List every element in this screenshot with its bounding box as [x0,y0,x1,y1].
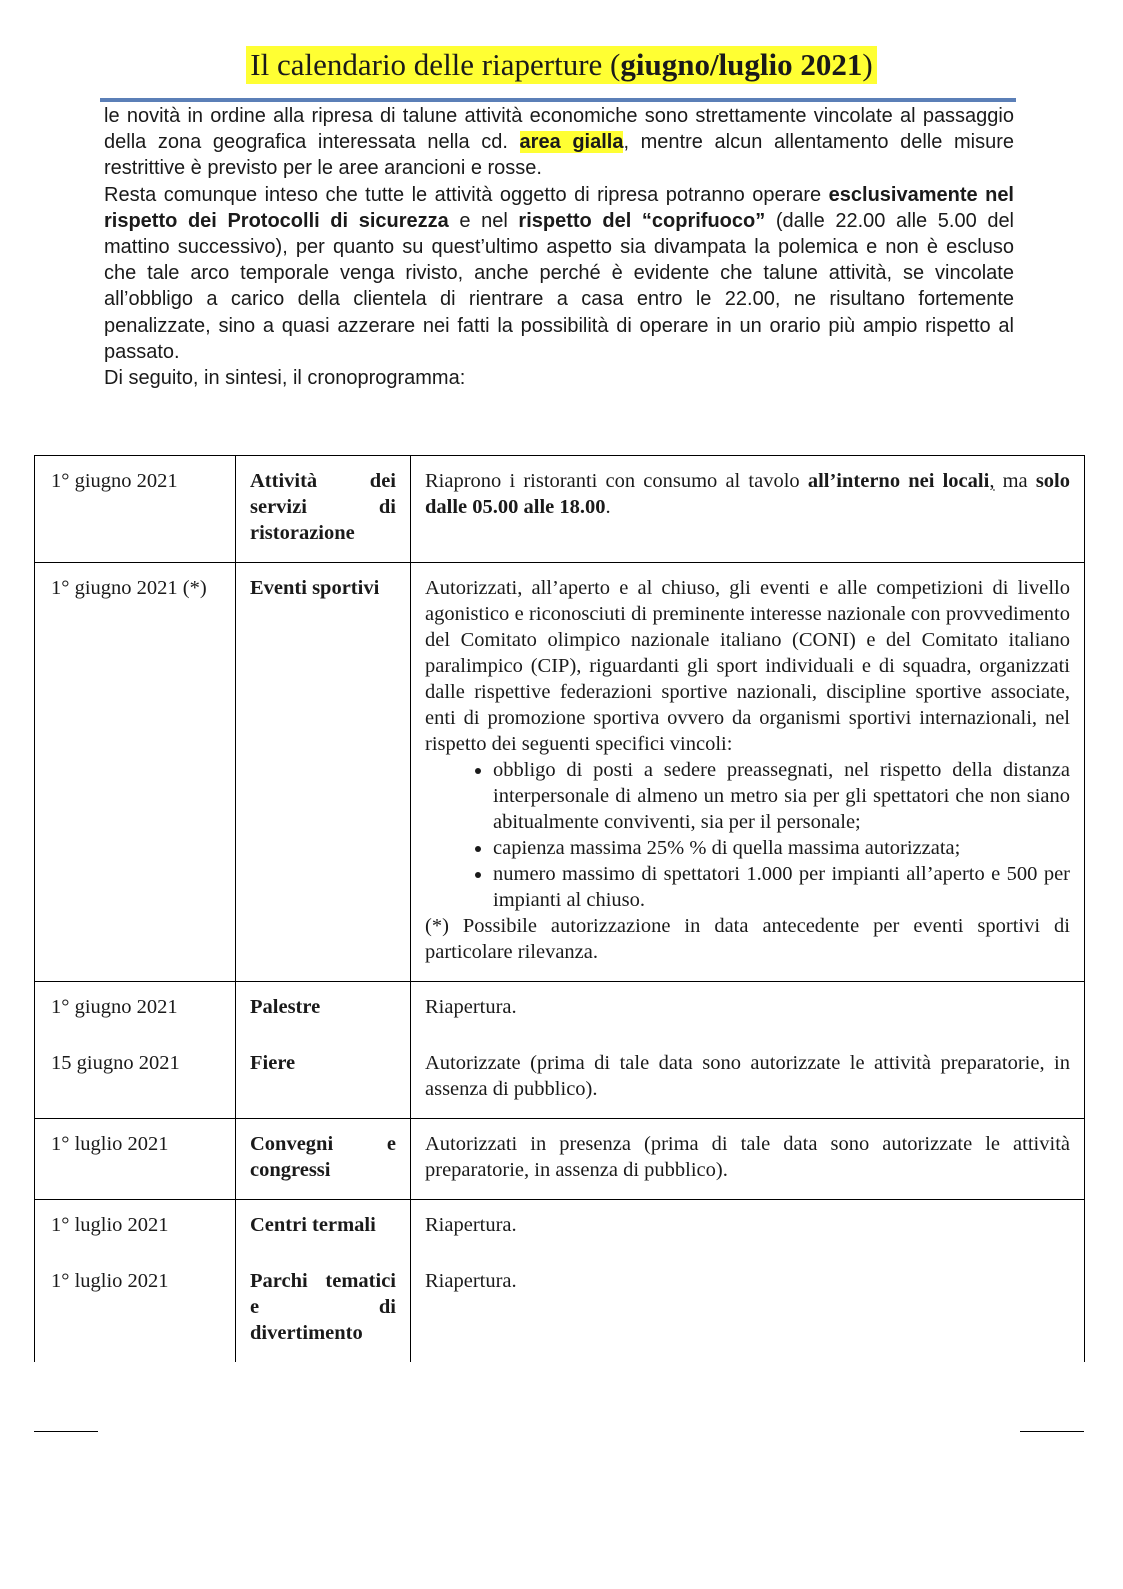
r2-bullet-list [425,757,1070,913]
r1-desc-b: ma [994,470,1036,492]
table-row [35,982,1085,1119]
r2-footnote: (*) Possibile autorizzazione in data antecedente per eventi sportivi di particolare rilevanza. [425,915,1070,963]
r1-desc-bold-orario: solo dalle 05.00 alle 18.00 [425,470,1071,518]
date-cell [35,1200,236,1363]
r1-desc-a: Riaprono i ristoranti con consumo al tavolo [425,470,808,492]
intro-paragraph-2 [104,182,1014,365]
table-row [35,1200,1085,1363]
title-prefix: Il calendario delle riaperture ( [250,47,621,82]
intro-paragraph-1 [104,103,1014,182]
intro-p2-bold-protocolli: esclusivamente nel rispetto dei Protocolli di sicurezza [104,183,1014,232]
date-parchi-tematici: 1° luglio 2021 [51,1270,169,1292]
activity-cell [236,1200,411,1363]
table-row [35,563,1085,982]
row-spacer [425,1238,1070,1268]
row-spacer [51,1020,221,1050]
intro-p1-text-a: le novità in ordine alla ripresa di talune attività economiche sono strettamente vincolate al passaggio della zona geografica interessata nella cd. [104,105,1014,154]
title-rule [100,98,1016,102]
page-title [246,46,876,84]
description-cell [411,563,1085,982]
intro-p1-text-b: , mentre alcun allentamento delle misure restrittive è previsto per le aree arancioni e rosse. [104,131,1014,180]
table-bottom-rule-right [1020,1431,1084,1432]
row-spacer [250,1238,396,1268]
desc-centri-termali: Riapertura. [425,1214,517,1236]
intro-p2-text-c: (dalle 22.00 alle 5.00 del mattino successivo), per quanto su quest’ultimo aspetto sia divampata la polemica e non è escluso che tale arco temporale venga rivisto, anche perché è evidente che talune attività, se vincolate all’obbligo a carico della clientela di rientrare a casa entro le 22.00, ne risultano fortemente penalizzate, sino a quasi azzerare nei fatti la possibilità di operare in un orario più ampio rispetto al passato. [104,209,1015,363]
activity-parchi-tematici: Parchi tematici e di divertimento [250,1270,396,1344]
intro-p2-bold-coprifuoco: rispetto del “coprifuoco” [518,209,766,232]
date-palestre: 1° giugno 2021 [51,996,178,1018]
activity-cell [236,982,411,1119]
r2-desc-text: Autorizzati, all’aperto e al chiuso, gli eventi e alle competizioni di livello agonistico e riconosciuti di preminente interesse nazionale con provvedimento del Comitato olimpico nazionale italiano (CONI) e del Comitato italiano paralimpico (CIP), riguardanti gli sport individuali e di squadra, organizzati dalle rispettive federazioni sportive nazionali, discipline sportive associate, enti di promozione sportiva ovvero da organismi sportivi internazionali, nel rispetto dei seguenti specifici vincoli: [425,577,1070,755]
intro-text [104,103,1014,391]
list-item: • numero massimo di spettatori 1.000 per impianti all’aperto e 500 per impianti al chiuso. [493,861,1070,913]
intro-p2-text-b: e nel [448,209,519,232]
desc-fiere: Autorizzate (prima di tale data sono autorizzate le attività preparatorie, in assenza di pubblico). [425,1052,1070,1100]
list-item: • obbligo di posti a sedere preassegnati, nel rispetto della distanza interpersonale di almeno un metro sia per gli spettatori che non siano abitualmente conviventi, sia per il personale; [493,757,1070,835]
r1-desc-c: . [605,496,611,518]
title-suffix: ) [862,47,873,82]
activity-centri-termali: Centri termali [250,1214,376,1236]
row-spacer [51,1238,221,1268]
date-cell: 1° giugno 2021 (*) [35,563,236,982]
desc-parchi-tematici: Riapertura. [425,1270,517,1292]
activity-palestre: Palestre [250,996,321,1018]
intro-paragraph-3: Di seguito, in sintesi, il cronoprogramma: [104,367,466,390]
description-cell [411,1200,1085,1363]
date-cell [35,982,236,1119]
date-centri-termali: 1° luglio 2021 [51,1214,169,1236]
table-bottom-rule-left [34,1431,98,1432]
activity-cell: Eventi sportivi [236,563,411,982]
r1-desc-bold-interno: all’interno nei locali [807,470,990,492]
title-bold-period: giugno/luglio 2021 [620,47,863,82]
description-cell [411,456,1085,563]
list-item: • capienza massima 25% % di quella massima autorizzata; [493,835,1070,861]
intro-p2-text-a: Resta comunque inteso che tutte le attività oggetto di ripresa potranno operare [104,183,829,206]
description-cell: Autorizzati in presenza (prima di tale data sono autorizzate le attività preparatorie, in assenza di pubblico). [411,1119,1085,1200]
activity-fiere: Fiere [250,1052,296,1074]
date-fiere: 15 giugno 2021 [51,1052,180,1074]
date-cell: 1° luglio 2021 [35,1119,236,1200]
activity-cell: Convegni e congressi [236,1119,411,1200]
table-row [35,456,1085,563]
date-cell: 1° giugno 2021 [35,456,236,563]
r1-desc-underlined-comma: , [989,470,995,492]
description-cell [411,982,1085,1119]
activity-cell: Attività dei servizi di ristorazione [236,456,411,563]
desc-palestre: Riapertura. [425,996,517,1018]
table-row [35,1119,1085,1200]
row-spacer [425,1020,1070,1050]
highlight-area-gialla: area gialla [519,131,624,154]
row-spacer [250,1020,396,1050]
schedule-table [34,455,1085,1362]
